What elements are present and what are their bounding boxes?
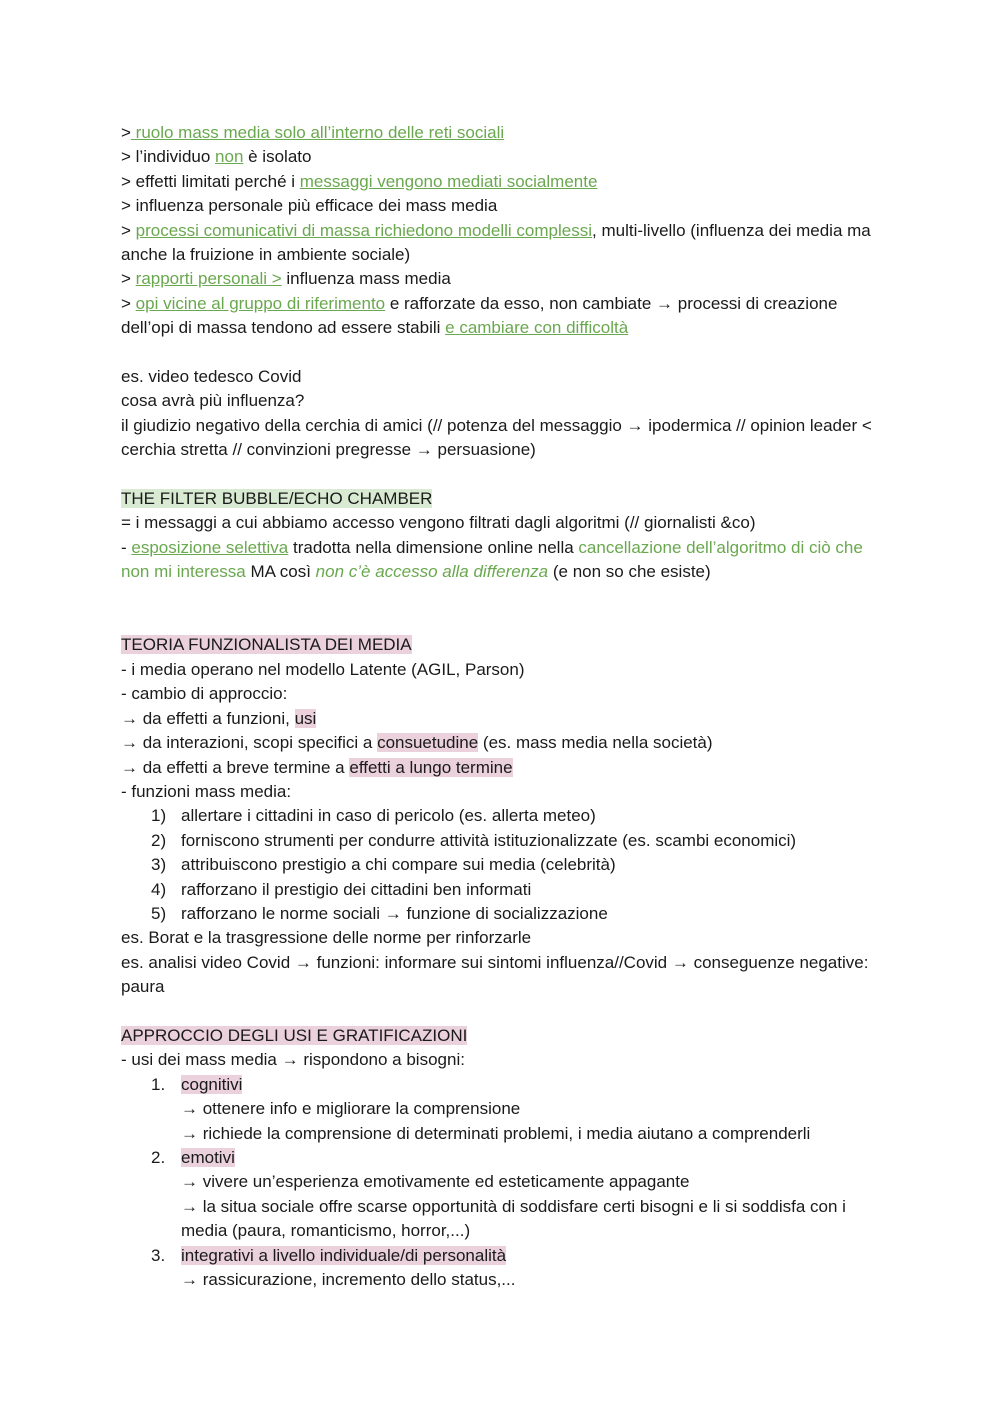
text-line: - esposizione selettiva tradotta nella dimensione online nella cancellazione dell’algoritmo di ciò che non mi interessa MA così non c’è accesso alla differenza (e non so che esiste)	[121, 537, 863, 582]
list-item: 3) attribuiscono prestigio a chi compare sui media (celebrità)	[151, 855, 616, 875]
highlighted-term: usi	[294, 708, 317, 728]
section-uses-gratifications	[121, 1024, 881, 1292]
spacer	[121, 341, 881, 365]
section-heading: THE FILTER BUBBLE/ECHO CHAMBER	[121, 489, 433, 509]
list-item: 1. cognitivi	[151, 1074, 243, 1094]
text-line: cosa avrà più influenza?	[121, 391, 305, 411]
list-item: 3. integrativi a livello individuale/di personalità	[151, 1245, 507, 1265]
text-line: > processi comunicativi di massa richiedono modelli complessi, multi-livello (influenza dei media ma anche la fruizione in ambiente sociale)	[121, 220, 871, 265]
underlined-note: messaggi vengono mediati socialmente	[299, 171, 598, 191]
spacer	[121, 463, 881, 487]
section-heading: TEORIA FUNZIONALISTA DEI MEDIA	[121, 635, 412, 655]
text-line: = i messaggi a cui abbiamo accesso vengono filtrati dagli algoritmi (// giornalisti &co)	[121, 513, 756, 533]
text-line: → da effetti a funzioni, usi	[121, 708, 317, 728]
text-line: > l’individuo non è isolato	[121, 147, 312, 167]
highlighted-term: cognitivi	[181, 1074, 243, 1094]
text-line: → da effetti a breve termine a effetti a lungo termine	[121, 757, 513, 777]
text-line: - i media operano nel modello Latente (AGIL, Parson)	[121, 659, 525, 679]
text-line: > influenza personale più efficace dei mass media	[121, 196, 498, 216]
section-social-networks	[121, 121, 881, 341]
spacer	[121, 1000, 881, 1024]
sub-line: → rassicurazione, incremento dello status,...	[181, 1270, 516, 1290]
underlined-note: esposizione selettiva	[131, 537, 289, 557]
underlined-note: e cambiare con difficoltà	[445, 318, 629, 338]
sub-line: → la situa sociale offre scarse opportunità di soddisfare certi bisogni e li si soddisfa con i media (paura, romanticismo, horror,...)	[181, 1196, 846, 1241]
text-line: - usi dei mass media → rispondono a bisogni:	[121, 1050, 465, 1070]
functions-list	[121, 804, 881, 926]
underlined-note: ruolo mass media solo all’interno delle reti sociali	[130, 123, 505, 142]
highlighted-term: effetti a lungo termine	[349, 757, 513, 777]
underlined-note: opi vicine al gruppo di riferimento	[135, 293, 386, 313]
text-line: - cambio di approccio:	[121, 684, 288, 704]
green-note: cancellazione dell’algoritmo di ciò che non mi interessa	[121, 537, 863, 582]
list-item: 2. emotivi	[151, 1148, 235, 1167]
text-line: > rapporti personali > influenza mass media	[121, 269, 451, 289]
sub-line: → vivere un’esperienza emotivamente ed esteticamente appagante	[181, 1172, 690, 1192]
underlined-note: rapporti personali >	[135, 269, 282, 289]
sub-line: → richiede la comprensione di determinati problemi, i media aiutano a comprenderli	[181, 1123, 811, 1143]
section-functionalist-theory	[121, 633, 881, 999]
highlighted-term: integrativi a livello individuale/di personalità	[181, 1245, 507, 1265]
section-example-covid	[121, 365, 881, 463]
text-line: es. analisi video Covid → funzioni: informare sui sintomi influenza//Covid → conseguenze negative: paura	[121, 952, 869, 997]
text-line: - funzioni mass media:	[121, 781, 292, 801]
section-heading: APPROCCIO DEGLI USI E GRATIFICAZIONI	[121, 1025, 468, 1045]
text-line: il giudizio negativo della cerchia di amici (// potenza del messaggio → ipodermica // opinion leader < cerchia stretta // convinzioni pregresse → persuasione)	[121, 415, 872, 460]
underlined-note: processi comunicativi di massa richiedono modelli complessi	[135, 220, 593, 240]
text-line: > effetti limitati perché i messaggi vengono mediati socialmente	[121, 171, 598, 191]
spacer	[121, 585, 881, 634]
underlined-note: non	[215, 147, 244, 167]
green-italic-note: non c’è accesso alla differenza	[315, 562, 549, 582]
highlighted-term: consuetudine	[377, 733, 479, 753]
document-page	[121, 121, 881, 1292]
text-line: → da interazioni, scopi specifici a consuetudine (es. mass media nella società)	[121, 733, 713, 753]
text-line: > ruolo mass media solo all’interno delle reti sociali	[121, 123, 505, 142]
highlighted-term: emotivi	[181, 1148, 235, 1167]
list-item: 5) rafforzano le norme sociali → funzione di socializzazione	[151, 903, 608, 923]
text-line: es. video tedesco Covid	[121, 367, 302, 387]
text-line: es. Borat e la trasgressione delle norme per rinforzarle	[121, 928, 532, 948]
section-filter-bubble	[121, 487, 881, 585]
list-item: 2) forniscono strumenti per condurre attività istituzionalizzate (es. scambi economici)	[151, 830, 797, 850]
text-line: > opi vicine al gruppo di riferimento e rafforzate da esso, non cambiate → processi di creazione dell’opi di massa tendono ad essere stabili e cambiare con difficoltà	[121, 293, 838, 338]
list-item: 1) allertare i cittadini in caso di pericolo (es. allerta meteo)	[151, 806, 596, 826]
sub-line: → ottenere info e migliorare la comprensione	[181, 1099, 521, 1119]
list-item: 4) rafforzano il prestigio dei cittadini ben informati	[151, 879, 532, 899]
